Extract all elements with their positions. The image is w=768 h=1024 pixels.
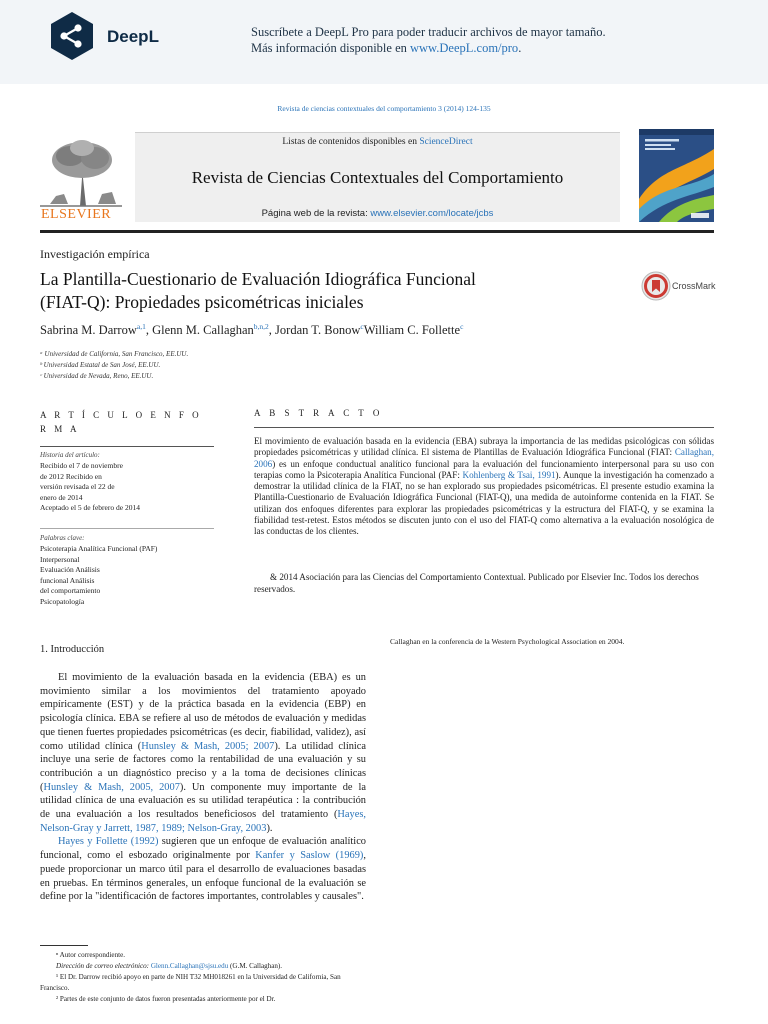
reference-link[interactable]: Hayes y Follette (1992) bbox=[58, 836, 159, 848]
reference-link[interactable]: Hunsley & Mash, 2005; 2007 bbox=[141, 740, 275, 752]
paragraph-text: , puede proporcionar un marco útil para el desarrollo de evaluaciones basadas en pruebas. En términos generales, un enfoque funcional de la evaluación se define por la "identificación de factores importantes, controlables y causales". bbox=[40, 850, 366, 903]
abstract-part-3: ). Aunque la investigación ha comenzado a demostrar la utilidad clínica de la FIAT, no se han explorado sus propiedades psicométricas. El presente estudio examina la Plantilla-Cuestionario de Evaluación Idiográfica Funcional (FIAT-Q), una medida de autoinforme contenida en la FIAT. Se utilizan dos enfoques diferentes para explorar las propiedades psicométricas y la estructura del FIAT-Q, y se examina la fiabilidad test-retest. Estos métodos se discuten junto con el uso del FIAT-Q como alternativa a la evaluación nosológica de las conductas de los clientes. bbox=[254, 469, 714, 537]
keyword: Psicoterapia Analítica Funcional (PAF) bbox=[40, 544, 158, 553]
article-title bbox=[40, 268, 600, 314]
banner-message bbox=[251, 24, 606, 56]
introduction-heading: 1. Introducción bbox=[40, 644, 105, 655]
history-line: versión revisada el 22 de bbox=[40, 482, 115, 492]
article-history bbox=[40, 461, 215, 514]
history-line: Recibido el 7 de noviembre bbox=[40, 461, 123, 470]
abstract-part-2: ) es un enfoque conductual analítico funcional para la evaluación del funcionamiento interpersonal para su uso con terapias como la Psicoterapia Analítica Funcional (PAF: bbox=[254, 458, 714, 480]
deepl-logo-icon[interactable] bbox=[46, 10, 98, 62]
footnote-1: ¹ El Dr. Darrow recibió apoyo en parte de NIH T32 MH018261 en la Universidad de California, San Francisco. bbox=[40, 973, 341, 992]
footnote-email-suffix: (G.M. Callaghan). bbox=[228, 962, 283, 970]
affiliation-b: ᵇ Universidad Estatal de San José, EE.UU. bbox=[40, 361, 161, 369]
abstract-rule bbox=[254, 427, 714, 428]
footnotes bbox=[40, 950, 366, 1005]
article-info-rule bbox=[40, 446, 214, 447]
author-separator: , bbox=[145, 323, 153, 338]
ref-kohlenberg-tsai-1991-link[interactable]: Kohlenberg & Tsai, 1991 bbox=[462, 469, 556, 480]
history-line: enero de 2014 bbox=[40, 492, 83, 502]
paragraph-text: El movimiento de la evaluación basada en la evidencia (EBA) es un movimiento similar a los movimientos del tratamiento apoyado empíricamente (EST) y de la práctica basada en la evidencia (EBP) en psicología clínica. EBA se refiere al uso de métodos de evaluación y medidas que tienen fuertes propiedades psicométricas (es decir, fiabilidad, validez), así como utilidad clínica ( bbox=[40, 672, 366, 752]
reference-link[interactable]: Hunsley & Mash, 2005, 2007 bbox=[43, 781, 180, 793]
keyword: funcional Análisis bbox=[40, 575, 95, 585]
journal-homepage-prefix: Página web de la revista: bbox=[261, 208, 371, 219]
article-title-line-1: La Plantilla-Cuestionario de Evaluación Idiográfica Funcional bbox=[40, 269, 476, 289]
right-column-footnote-continuation: Callaghan en la conferencia de la Western Psychological Association en 2004. bbox=[390, 637, 625, 646]
author-name: William C. Follette bbox=[363, 323, 461, 338]
abstract-part-1: El movimiento de evaluación basada en la evidencia (EBA) subraya la importancia de las medidas psicológicas con sólidas propiedades psicométricas y utilidad clínica. El sistema de Plantillas de Evaluación Idiográfica Funcional (FIAT: bbox=[254, 436, 714, 458]
keywords-label: Palabras clave: bbox=[40, 534, 85, 542]
contents-lists-line bbox=[135, 137, 620, 147]
keywords-list bbox=[40, 544, 215, 608]
author-affiliation-link[interactable]: b,n,2 bbox=[253, 322, 269, 331]
keyword: Interpersonal bbox=[40, 554, 80, 564]
paragraph-text: sugieren que un enfoque de evaluación analítico funcional, como el esbozado originalmente por bbox=[40, 836, 366, 862]
crossmark-label[interactable]: CrossMark bbox=[672, 281, 716, 291]
banner-line-1: Suscríbete a DeepL Pro para poder traducir archivos de mayor tamaño. bbox=[251, 25, 606, 39]
keyword: Psicopatología bbox=[40, 596, 85, 606]
footnote-email bbox=[40, 961, 366, 972]
affiliation-list bbox=[40, 349, 188, 382]
keyword: del comportamiento bbox=[40, 586, 101, 596]
author-affiliation-link[interactable]: a,1 bbox=[136, 322, 146, 331]
author-separator: , bbox=[268, 323, 276, 338]
author-affiliation-link[interactable]: c bbox=[360, 322, 364, 331]
journal-homepage-line bbox=[135, 208, 620, 219]
introduction-paragraph-1 bbox=[40, 671, 366, 835]
author-name: Glenn M. Callaghan bbox=[152, 323, 254, 338]
paragraph-text: ). La utilidad clínica incluye una serie de factores como la rentabilidad de una evaluación y su contribución a un diagnóstico preciso y a la toma de decisiones clínicas ( bbox=[40, 740, 367, 793]
reference-link[interactable]: Hayes, Nelson-Gray y Jarrett, 1987, 1989; Nelson-Gray, 2003 bbox=[40, 809, 366, 834]
banner-line-2-prefix: Más información disponible en bbox=[251, 41, 410, 55]
keywords-rule bbox=[40, 528, 214, 529]
keyword: Evaluación Análisis bbox=[40, 565, 100, 575]
introduction-body bbox=[40, 671, 366, 904]
banner-line-2-suffix: . bbox=[518, 41, 522, 55]
author-affiliation-link[interactable]: c bbox=[460, 322, 464, 331]
contents-lists-prefix: Listas de contenidos disponibles en bbox=[282, 137, 420, 147]
article-history-label: Historia del artículo: bbox=[40, 451, 100, 459]
sciencedirect-link[interactable]: ScienceDirect bbox=[419, 137, 473, 147]
journal-homepage-link[interactable]: www.elsevier.com/locate/jcbs bbox=[370, 208, 494, 219]
author-name: Sabrina M. Darrow bbox=[40, 323, 137, 338]
author-list bbox=[40, 322, 463, 338]
history-line: de 2012 Recibido en bbox=[40, 471, 102, 481]
paragraph-text: ). Un componente muy importante de la utilidad clínica de una evaluación es su utilidad terapéutica : la contribución de una evaluación a los resultados beneficiosos del tratamiento ( bbox=[40, 781, 366, 821]
elsevier-tree-logo-icon bbox=[40, 138, 122, 208]
deepl-wordmark[interactable]: DeepL bbox=[107, 27, 159, 46]
journal-title: Revista de Ciencias Contextuales del Comportamiento bbox=[191, 168, 564, 187]
abstract-heading: A B S T R A C T O bbox=[254, 408, 383, 418]
paragraph-text: ). bbox=[266, 822, 273, 834]
deepl-pro-link[interactable]: www.DeepL.com/pro bbox=[410, 41, 519, 55]
header-rule bbox=[40, 230, 714, 233]
journal-citation-link[interactable]: Revista de ciencias contextuales del comportamiento 3 (2014) 124-135 bbox=[277, 104, 491, 113]
footnote-email-label: Dirección de correo electrónico: bbox=[56, 962, 151, 970]
journal-cover-image bbox=[639, 129, 714, 222]
history-line: Aceptado el 5 de febrero de 2014 bbox=[40, 503, 140, 513]
reference-link[interactable]: Kanfer y Saslow (1969) bbox=[255, 850, 364, 862]
affiliation-a: ᵃ Universidad de California, San Francisco, EE.UU. bbox=[40, 350, 189, 358]
abstract-text bbox=[254, 436, 714, 538]
abstract-copyright: & 2014 Asociación para las Ciencias del Comportamiento Contextual. Publicado por Elsevier Inc. Todos los derechos reservados. bbox=[254, 572, 699, 594]
footnote-2: ² Partes de este conjunto de datos fueron presentadas anteriormente por el Dr. bbox=[56, 995, 276, 1003]
article-section-label: Investigación empírica bbox=[40, 247, 150, 261]
banner-line-2 bbox=[251, 40, 606, 56]
author-name: Jordan T. Bonow bbox=[275, 323, 361, 338]
author-email-link[interactable]: Glenn.Callaghan@sjsu.edu bbox=[150, 962, 229, 970]
footnote-rule bbox=[40, 945, 88, 946]
crossmark-icon[interactable] bbox=[641, 271, 671, 301]
footnote-corresponding: ⁿ Autor correspondiente. bbox=[56, 951, 126, 959]
elsevier-wordmark: ELSEVIER bbox=[41, 207, 112, 222]
article-title-line-2: (FIAT-Q): Propiedades psicométricas iniciales bbox=[40, 292, 364, 312]
ref-callaghan-2006-link[interactable]: Callaghan, 2006 bbox=[254, 447, 714, 469]
affiliation-c: ᶜ Universidad de Nevada, Reno, EE.UU. bbox=[40, 372, 154, 380]
introduction-paragraph-2 bbox=[40, 835, 366, 904]
article-info-heading: A R T Í C U L O E N F O R M A bbox=[40, 410, 202, 434]
